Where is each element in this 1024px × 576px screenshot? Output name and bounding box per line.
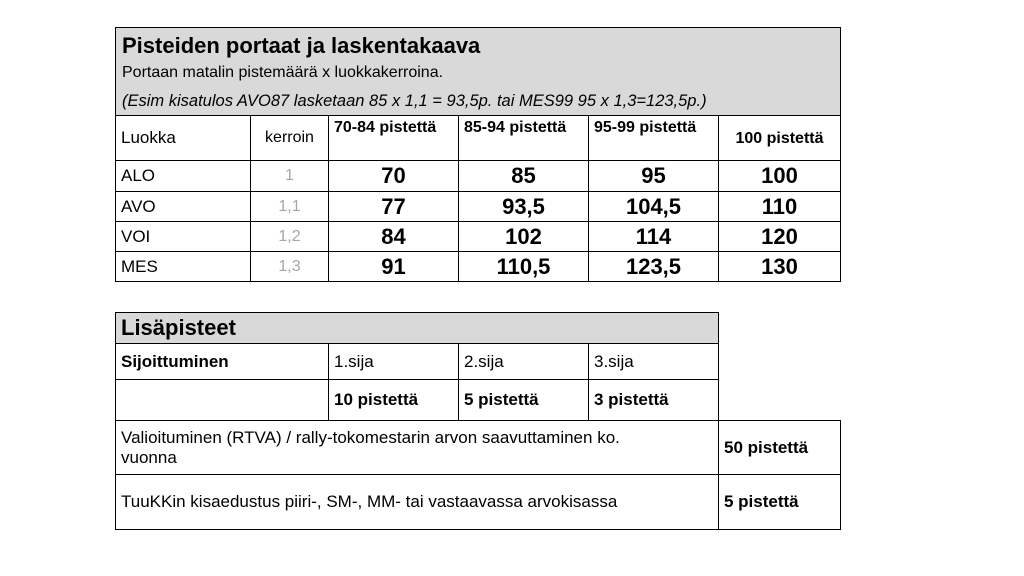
row-luokka: AVO: [115, 191, 251, 222]
header-70-84: 70-84 pistettä: [328, 115, 459, 161]
extra-row-champion-text: Valioituminen (RTVA) / rally-tokomestarin arvon saavuttaminen ko. vuonna: [115, 420, 719, 475]
place-3-points: 3 pistettä: [588, 379, 719, 421]
table1-title: Pisteiden portaat ja laskentakaava: [122, 33, 481, 58]
row-value: 77: [328, 191, 459, 222]
place-3: 3.sija: [588, 343, 719, 380]
placement-label: Sijoittuminen: [115, 343, 329, 380]
row-value: 130: [718, 251, 841, 282]
row-value: 102: [458, 221, 589, 252]
extra-row-representation-points: 5 pistettä: [718, 474, 841, 530]
row-value: 110: [718, 191, 841, 222]
place-2-points: 5 pistettä: [458, 379, 589, 421]
row-kerroin: 1,2: [250, 221, 329, 252]
header-100: 100 pistettä: [718, 115, 841, 161]
row-value: 85: [458, 160, 589, 192]
table1-example: (Esim kisatulos AVO87 lasketaan 85 x 1,1 = 93,5p. tai MES99 95 x 1,3=123,5p.): [122, 92, 707, 110]
row-value: 84: [328, 221, 459, 252]
row-value: 91: [328, 251, 459, 282]
table1-subtitle: Portaan matalin pistemäärä x luokkakerroina.: [122, 64, 444, 81]
row-luokka: ALO: [115, 160, 251, 192]
row-value: 104,5: [588, 191, 719, 222]
row-kerroin: 1: [250, 160, 329, 192]
extra-row-champion-points: 50 pistettä: [718, 420, 841, 475]
row-value: 123,5: [588, 251, 719, 282]
row-value: 110,5: [458, 251, 589, 282]
header-85-94: 85-94 pistettä: [458, 115, 589, 161]
place-2: 2.sija: [458, 343, 589, 380]
row-value: 93,5: [458, 191, 589, 222]
row-value: 70: [328, 160, 459, 192]
row-kerroin: 1,1: [250, 191, 329, 222]
empty-cell: [115, 379, 329, 421]
row-luokka: MES: [115, 251, 251, 282]
row-value: 100: [718, 160, 841, 192]
row-value: 120: [718, 221, 841, 252]
row-value: 114: [588, 221, 719, 252]
header-95-99: 95-99 pistettä: [588, 115, 719, 161]
row-value: 95: [588, 160, 719, 192]
row-kerroin: 1,3: [250, 251, 329, 282]
place-1: 1.sija: [328, 343, 459, 380]
extra-row-representation-text: TuuKKin kisaedustus piiri-, SM-, MM- tai vastaavassa arvokisassa: [115, 474, 719, 530]
header-kerroin: kerroin: [250, 115, 329, 161]
place-1-points: 10 pistettä: [328, 379, 459, 421]
table2-title: Lisäpisteet: [115, 312, 719, 344]
table1-header-block: [115, 27, 841, 116]
header-luokka: Luokka: [115, 115, 251, 161]
row-luokka: VOI: [115, 221, 251, 252]
